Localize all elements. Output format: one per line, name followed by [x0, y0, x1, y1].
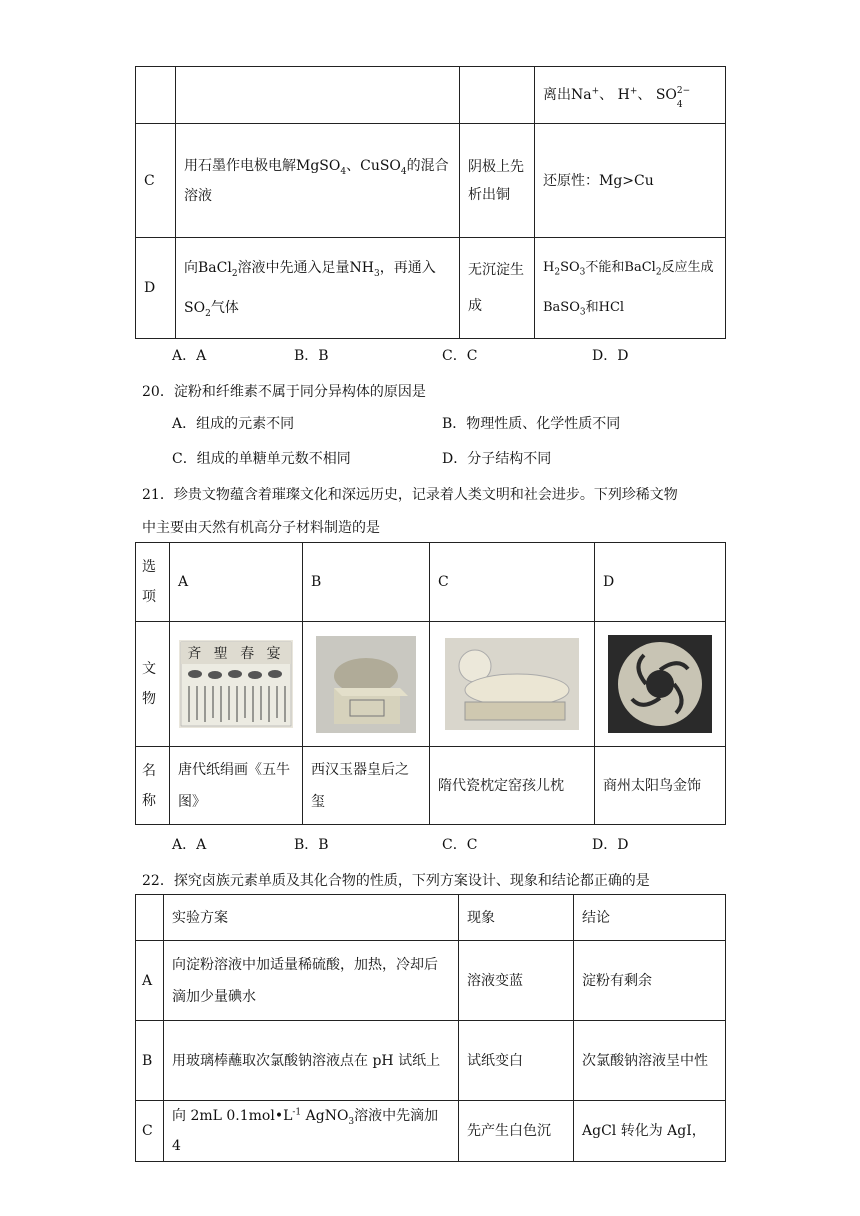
plan-cell: 用玻璃棒蘸取次氯酸钠溶液点在 pH 试纸上	[164, 1021, 459, 1101]
header-phenomenon: 现象	[459, 895, 574, 941]
jade-seal-image	[316, 636, 416, 733]
ion-h: H	[617, 87, 630, 103]
plan-cell: 用石墨作电极电解MgSO$_4$、CuSO$_4$的混合溶液	[176, 124, 460, 238]
conclusion-text: 反应生成BaSO	[543, 260, 714, 315]
option-b[interactable]: B．物理性质、化学性质不同	[442, 416, 621, 432]
plan-text: 用石墨作电极电解MgSO	[184, 157, 341, 174]
phenomenon-cell: 先产生白色沉	[459, 1101, 574, 1162]
ion-so4: SO	[655, 87, 677, 103]
artifact-label: 文物	[136, 622, 170, 747]
conclusion-cell: 次氯酸钠溶液呈中性	[574, 1021, 726, 1101]
name-b: 西汉玉器皇后之玺	[303, 747, 430, 825]
row-label: C	[136, 124, 176, 238]
cell-empty	[460, 67, 535, 124]
option-d[interactable]: D．分子结构不同	[442, 451, 552, 467]
separator: 、	[637, 87, 652, 103]
question-21-stem-line1: 21．珍贵文物蕴含着璀璨文化和深远历史，记录着人类文明和社会进步。下列珍稀文物	[142, 487, 678, 503]
option-a[interactable]: A．组成的元素不同	[172, 416, 295, 432]
option-b[interactable]: B．B	[294, 837, 329, 853]
sun-bird-gold-image	[608, 635, 712, 733]
col-b: B	[303, 543, 430, 622]
name-label: 名称	[136, 747, 170, 825]
row-label: C	[136, 1101, 164, 1162]
option-a[interactable]: A．A	[172, 348, 207, 364]
question-21-stem-line2: 中主要由天然有机高分子材料制造的是	[142, 520, 380, 536]
phenomenon-cell: 溶液变蓝	[459, 941, 574, 1021]
plan-text: 气体	[210, 300, 239, 316]
conclusion-cell: $H_2SO_3$不能和BaCl$_2$反应生成BaSO$_3$和HCl	[535, 238, 726, 339]
plan-text: 溶液中先通入足量NH	[237, 260, 375, 276]
artifact-image-cell-d	[595, 622, 726, 747]
conclusion-cell: 还原性：Mg>Cu	[535, 124, 726, 238]
conclusion-text: 离出Na	[543, 87, 592, 103]
option-d[interactable]: D．D	[592, 837, 629, 853]
conclusion-text: H	[543, 260, 555, 275]
plan-cell: 向 2mL $0.1mol•L^{-1}$ AgNO$_3$溶液中先滴加 4	[164, 1101, 459, 1162]
option-b[interactable]: B．B	[294, 348, 329, 364]
conclusion-text: 和HCl	[585, 300, 625, 315]
artifact-table	[135, 542, 726, 825]
conclusion-cell: 离出Na+、 H+、 SO 2− 4	[535, 67, 726, 124]
option-c[interactable]: C．C	[442, 837, 478, 853]
separator: 、	[599, 87, 614, 103]
plan-text: 、CuSO	[346, 157, 401, 174]
name-c: 隋代瓷枕定窑孩儿枕	[430, 747, 595, 825]
question-22-stem: 22．探究卤族元素单质及其化合物的性质，下列方案设计、现象和结论都正确的是	[142, 873, 650, 889]
plan-text: 向 2mL 0.1mol•L	[172, 1108, 293, 1124]
phenomenon-cell: 阴极上先析出铜	[460, 124, 535, 238]
phenomenon-cell: 无沉淀生成	[460, 238, 535, 339]
five-oxen-painting-image	[179, 640, 293, 728]
plan-cell: 向淀粉溶液中加适量稀硫酸，加热，冷却后滴加少量碘水	[164, 941, 459, 1021]
option-d[interactable]: D．D	[592, 348, 629, 364]
plan-text: ，再通入SO	[184, 260, 436, 316]
plan-text: 的混合溶液	[184, 157, 449, 204]
halogen-experiment-table	[135, 894, 726, 1162]
conclusion-text: 不能和BaCl	[585, 260, 656, 275]
header-empty	[136, 895, 164, 941]
name-d: 商州太阳鸟金饰	[595, 747, 726, 825]
child-pillow-image	[445, 638, 579, 730]
artifact-image-cell-b	[303, 622, 430, 747]
header-conclusion: 结论	[574, 895, 726, 941]
phenomenon-cell: 试纸变白	[459, 1021, 574, 1101]
conclusion-cell: 淀粉有剩余	[574, 941, 726, 1021]
question-20-stem: 20．淀粉和纤维素不属于同分异构体的原因是	[142, 384, 426, 400]
col-c: C	[430, 543, 595, 622]
painting-title-text: 斉 聖 春 宴	[187, 646, 285, 662]
option-c[interactable]: C．组成的单糖单元数不相同	[172, 451, 351, 467]
option-a[interactable]: A．A	[172, 837, 207, 853]
conclusion-text: SO	[560, 260, 580, 275]
conclusion-cell: AgCl 转化为 AgI，	[574, 1101, 726, 1162]
plan-text: 向BaCl	[184, 260, 232, 276]
col-d: D	[595, 543, 726, 622]
option-c[interactable]: C．C	[442, 348, 478, 364]
artifact-image-cell-c	[430, 622, 595, 747]
plan-text: AgNO	[301, 1108, 349, 1124]
col-a: A	[170, 543, 303, 622]
artifact-image-cell-a	[170, 622, 303, 747]
row-label: B	[136, 1021, 164, 1101]
header-plan: 实验方案	[164, 895, 459, 941]
name-a: 唐代纸绢画《五牛图》	[170, 747, 303, 825]
experiment-table-continued	[135, 66, 726, 339]
header-label: 选项	[136, 543, 170, 622]
plan-cell: 向BaCl$_2$溶液中先通入足量$NH_3$，再通入$SO_2$气体	[176, 238, 460, 339]
cell-empty	[176, 67, 460, 124]
plan-text: 溶液中先滴加 4	[172, 1108, 439, 1154]
row-label: D	[136, 238, 176, 339]
cell-empty	[136, 67, 176, 124]
row-label: A	[136, 941, 164, 1021]
